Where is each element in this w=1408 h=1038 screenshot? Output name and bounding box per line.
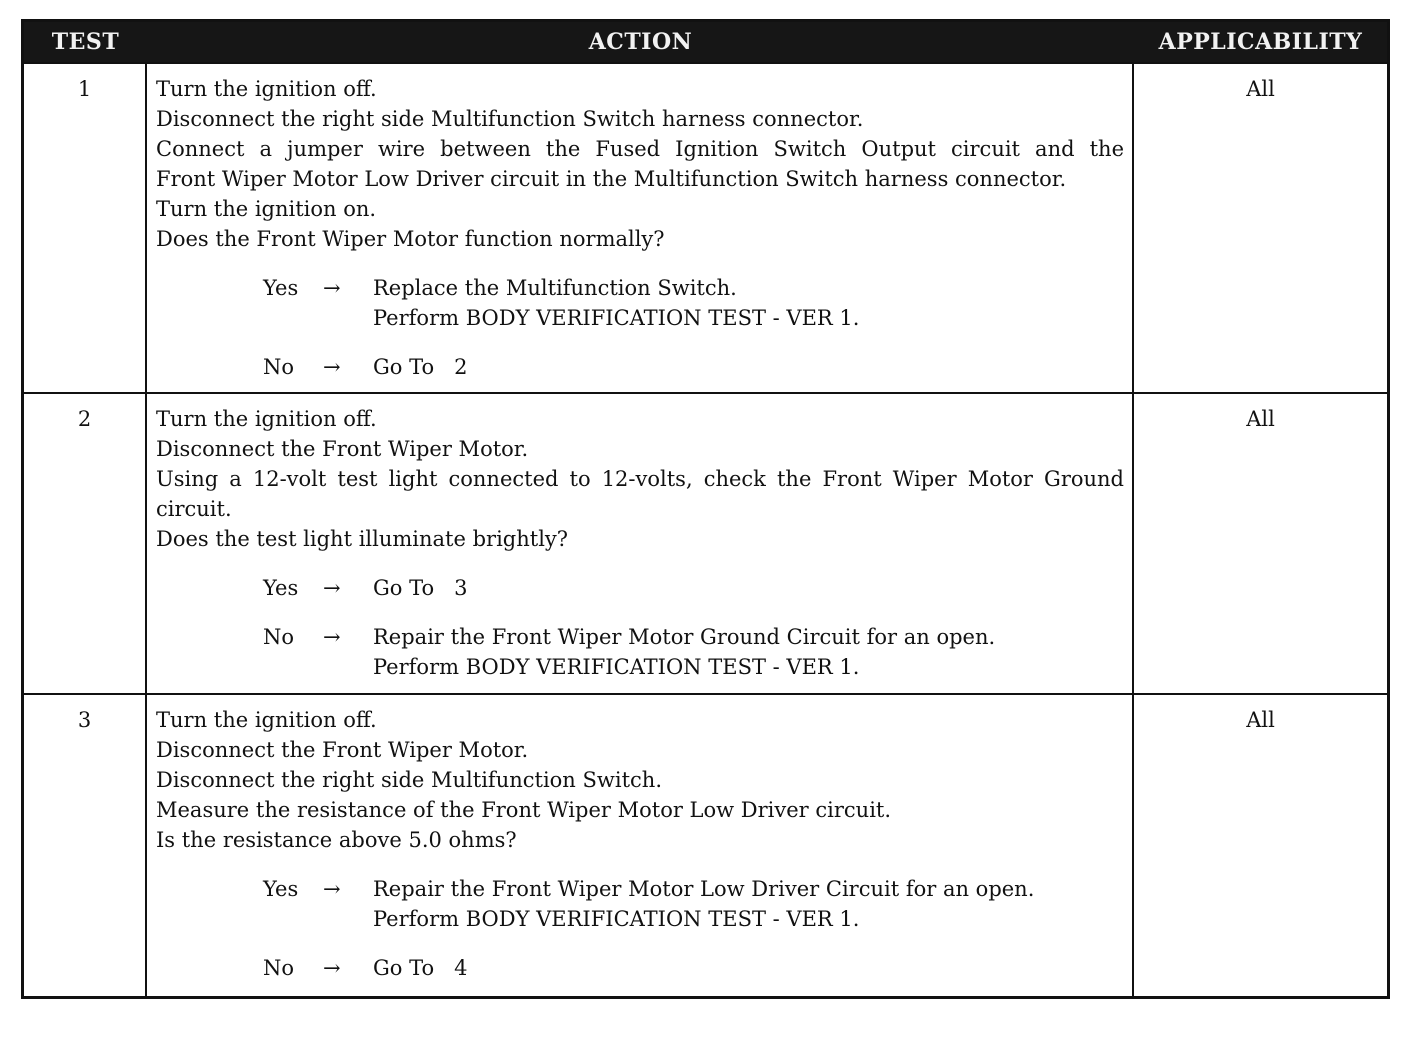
action-cell [147,695,1134,996]
outcome-yes [156,874,1124,934]
outcome-label: Yes [263,276,299,300]
table-row [24,62,1387,392]
step-text: Connect a jumper wire between the Fused Ignition Switch Output circuit and the [156,137,1124,161]
step-text: Does the test light illuminate brightly? [156,527,569,551]
arrow-icon: → [323,355,341,379]
arrow-icon: → [323,877,341,901]
header-test: TEST [51,29,120,55]
result-line: Go To 3 [373,576,468,600]
table-header [24,22,1387,62]
outcome-result [373,874,1124,934]
step-text: Disconnect the Front Wiper Motor. [156,738,529,762]
outcome-label: No [263,625,295,649]
outcome-result [373,573,1124,603]
result-line: Perform BODY VERIFICATION TEST - VER 1. [373,306,860,330]
result-line: Replace the Multifunction Switch. [373,276,737,300]
result-line: Perform BODY VERIFICATION TEST - VER 1. [373,655,860,679]
outcome-no [156,622,1124,682]
result-line: Go To 4 [373,956,468,980]
step-text: Disconnect the Front Wiper Motor. [156,437,529,461]
step-text: Turn the ignition off. [156,708,377,732]
step-text: circuit. [156,497,232,521]
action-cell [147,64,1134,392]
outcome-label: No [263,956,295,980]
outcome-yes [156,573,1124,603]
step-text: Turn the ignition off. [156,407,377,431]
test-number: 1 [24,64,147,392]
result-line: Go To 2 [373,355,468,379]
test-number: 3 [24,695,147,996]
step-text: Disconnect the right side Multifunction Switch harness connector. [156,107,864,131]
step-text: Does the Front Wiper Motor function normally? [156,227,665,251]
outcome-result [373,273,1124,333]
result-line: Perform BODY VERIFICATION TEST - VER 1. [373,907,860,931]
arrow-icon: → [323,956,341,980]
applicability-value: All [1246,407,1275,431]
step-text: Turn the ignition off. [156,77,377,101]
outcome-no [156,352,1124,382]
outcome-result [373,622,1124,682]
step-text: Measure the resistance of the Front Wiper Motor Low Driver circuit. [156,798,892,822]
outcome-no [156,953,1124,983]
step-text: Turn the ignition on. [156,197,377,221]
step-text: Using a 12-volt test light connected to 12-volts, check the Front Wiper Motor Ground [156,467,1124,491]
diagnostic-test-table [21,19,1390,999]
table-row [24,392,1387,693]
outcome-label: Yes [263,576,299,600]
applicability-value: All [1246,77,1275,101]
arrow-icon: → [323,276,341,300]
outcome-label: No [263,355,295,379]
outcome-result [373,352,1124,382]
outcome-result [373,953,1124,983]
result-line: Repair the Front Wiper Motor Ground Circuit for an open. [373,625,996,649]
action-cell [147,394,1134,693]
header-applicability: APPLICABILITY [1158,29,1363,55]
arrow-icon: → [323,625,341,649]
arrow-icon: → [323,576,341,600]
step-text: Is the resistance above 5.0 ohms? [156,828,517,852]
result-line: Repair the Front Wiper Motor Low Driver Circuit for an open. [373,877,1035,901]
outcome-label: Yes [263,877,299,901]
outcome-yes [156,273,1124,333]
table-row [24,693,1387,996]
step-text: Disconnect the right side Multifunction Switch. [156,768,662,792]
header-action: ACTION [588,29,693,55]
applicability-value: All [1246,708,1275,732]
test-number: 2 [24,394,147,693]
step-text: Front Wiper Motor Low Driver circuit in the Multifunction Switch harness connector. [156,167,1067,191]
